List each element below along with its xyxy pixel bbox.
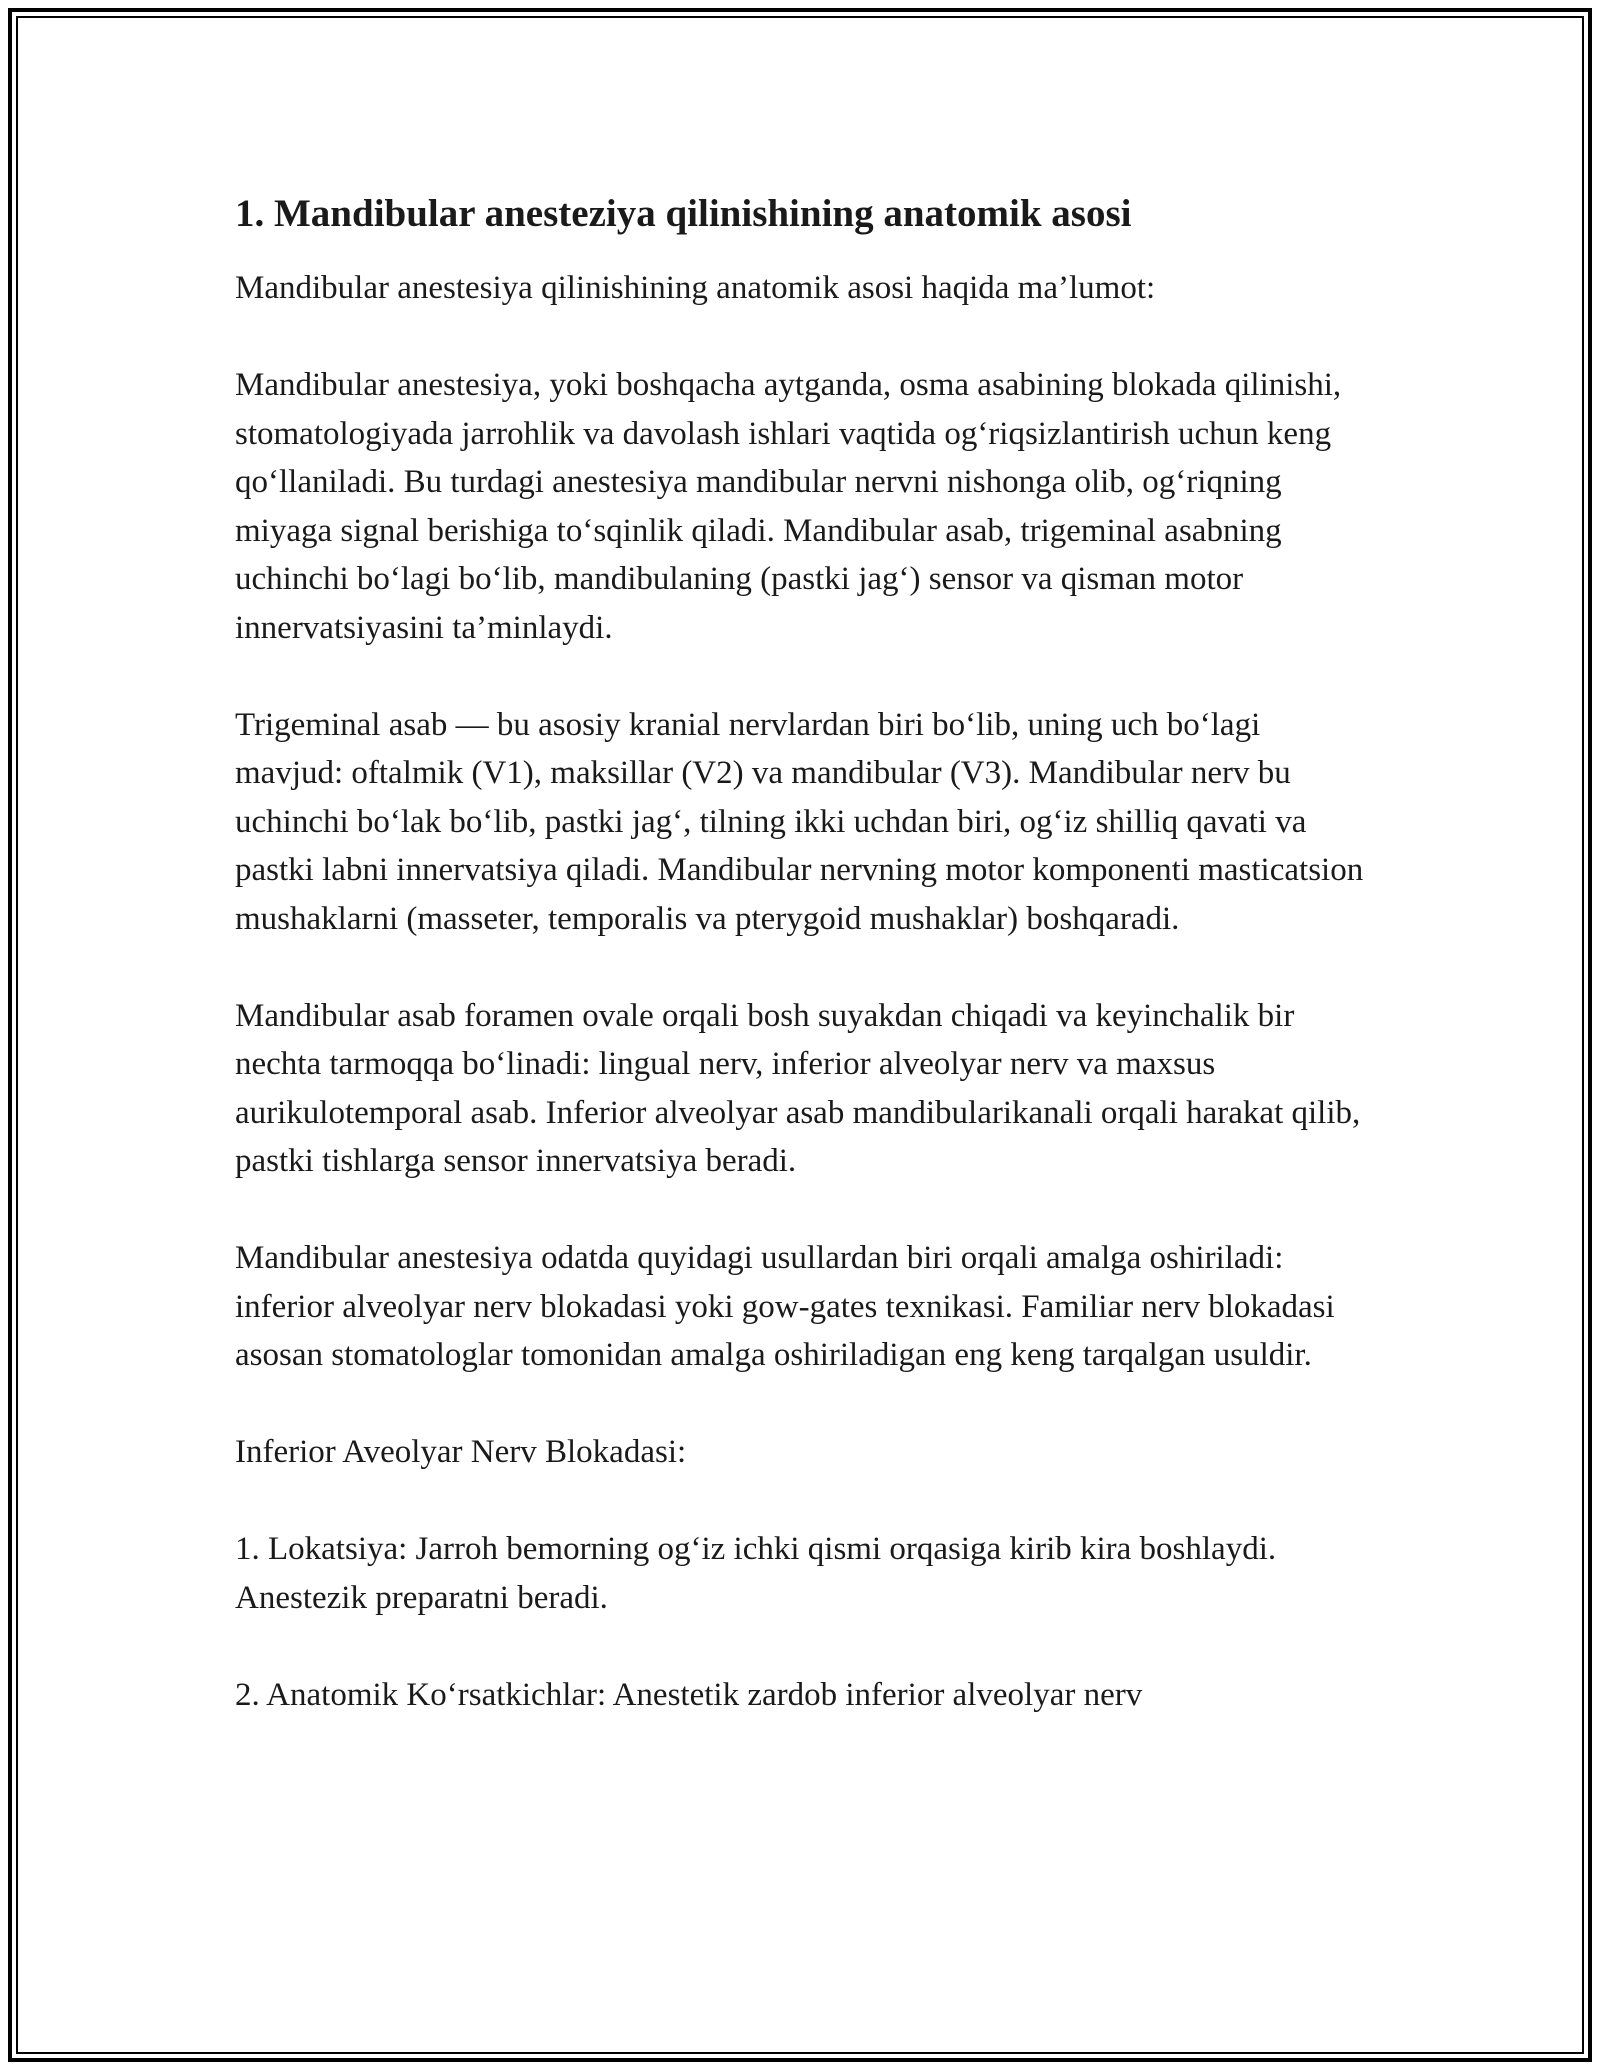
document-title: 1. Mandibular anesteziya qilinishining anatomik asosi: [235, 192, 1132, 235]
list-item-location: 1. Lokatsiya: Jarroh bemorning og‘iz ichki qismi orqasiga kirib kira boshlaydi. Anestezik preparatni beradi.: [235, 1531, 1277, 1616]
document-body: [235, 190, 1375, 1768]
list-item-anatomical-landmarks: 2. Anatomik Ko‘rsatkichlar: Anestetik zardob inferior alveolyar nerv: [235, 1676, 1143, 1713]
paragraph-anesthesia-methods: Mandibular anestesiya odatda quyidagi usullardan biri orqali amalga oshiriladi: inferior alveolyar nerv blokadasi yoki gow-gates texnikasi. Familiar nerv blokadasi asosan stomatologlar tomonidan amalga oshiriladigan eng keng tarqalgan usuldir.: [235, 1240, 1335, 1373]
section-heading-inferior-alveolar-block: Inferior Aveolyar Nerv Blokadasi:: [235, 1434, 687, 1470]
paragraph-trigeminal-nerve: Trigeminal asab — bu asosiy kranial nervlardan biri bo‘lib, uning uch bo‘lagi mavjud: oftalmik (V1), maksillar (V2) va mandibular (V3). Mandibular nerv bu uchinchi bo‘lak bo‘lib, pastki jag‘, tilning ikki uchdan biri, og‘iz shilliq qavati va pastki labni innervatsiya qiladi. Mandibular nervning motor komponenti masticatsion mushaklarni (masseter, temporalis va pterygoid mushaklar) boshqaradi.: [235, 706, 1364, 937]
paragraph-mandibular-anesthesia: Mandibular anestesiya, yoki boshqacha aytganda, osma asabining blokada qilinishi, stomatologiyada jarrohlik va davolash ishlari vaqtida og‘riqsizlantirish uchun keng qo‘llaniladi. Bu turdagi anestesiya mandibular nervni nishonga olib, og‘riqning miyaga signal berishiga to‘sqinlik qiladi. Mandibular asab, trigeminal asabning uchinchi bo‘lagi bo‘lib, mandibulaning (pastki jag‘) sensor va qisman motor innervatsiyasini ta’minlaydi.: [235, 367, 1342, 646]
intro-paragraph: Mandibular anestesiya qilinishining anatomik asosi haqida ma’lumot:: [235, 270, 1156, 306]
paragraph-mandibular-nerve-branches: Mandibular asab foramen ovale orqali bosh suyakdan chiqadi va keyinchalik bir nechta tarmoqqa bo‘linadi: lingual nerv, inferior alveolyar nerv va maxsus aurikulotemporal asab. Inferior alveolyar asab mandibularikanali orqali harakat qilib, pastki tishlarga sensor innervatsiya beradi.: [235, 997, 1361, 1179]
